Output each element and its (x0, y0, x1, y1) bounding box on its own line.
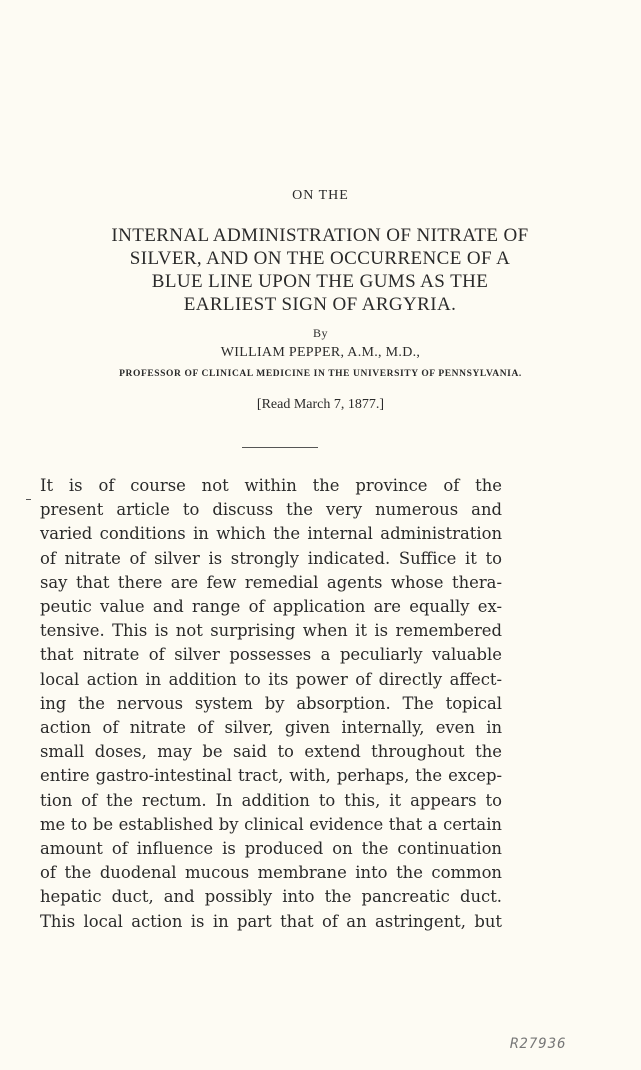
body-line: varied conditions in which the internal administration (40, 524, 502, 544)
body-line: peutic value and range of application are equally ex- (40, 597, 502, 617)
title-line: INTERNAL ADMINISTRATION OF NITRATE OF (111, 225, 529, 246)
body-line: tensive. This is not surprising when it is remembered (40, 621, 502, 641)
author-name: WILLIAM PEPPER, A.M., M.D., (220, 345, 421, 360)
body-line: say that there are few remedial agents whose thera- (40, 572, 502, 592)
body-line: local action in addition to its power of directly affect- (40, 669, 502, 689)
pre-title: ON THE (292, 188, 349, 203)
title-line: BLUE LINE UPON THE GUMS AS THE (151, 271, 489, 292)
body-line: This local action is in part that of an astringent, but (40, 911, 502, 931)
body-paragraph (40, 474, 502, 934)
body-line: of nitrate of silver is strongly indicated. Suffice it to (40, 548, 502, 568)
body-line: It is of course not within the province of the (40, 476, 502, 495)
divider-rule (242, 447, 318, 448)
body-line: ing the nervous system by absorption. The topical (40, 693, 502, 713)
body-line: tion of the rectum. In addition to this, it appears to (40, 790, 502, 810)
author-affiliation: PROFESSOR OF CLINICAL MEDICINE IN THE UNIVERSITY OF PENNSYLVANIA. (119, 369, 522, 379)
body-line: of the duodenal mucous membrane into the common (40, 863, 502, 883)
title-line: SILVER, AND ON THE OCCURRENCE OF A (129, 248, 511, 269)
margin-mark (26, 499, 31, 500)
read-date: [Read March 7, 1877.] (256, 397, 385, 412)
article-title (60, 224, 580, 316)
body-line: hepatic duct, and possibly into the pancreatic duct. (40, 887, 502, 907)
body-line: that nitrate of silver possesses a peculiarly valuable (40, 645, 502, 665)
body-line: entire gastro-intestinal tract, with, perhaps, the excep- (40, 766, 502, 786)
body-line: present article to discuss the very numerous and (40, 500, 502, 520)
body-line: me to be established by clinical evidence that a certain (40, 814, 502, 834)
body-line: action of nitrate of silver, given internally, even in (40, 718, 502, 738)
body-line: amount of influence is produced on the continuation (40, 839, 502, 859)
body-line: small doses, may be said to extend throughout the (40, 742, 502, 762)
title-line: EARLIEST SIGN OF ARGYRIA. (183, 294, 457, 315)
byline-label: By (312, 326, 328, 340)
library-stamp: R27936 (510, 1036, 567, 1052)
